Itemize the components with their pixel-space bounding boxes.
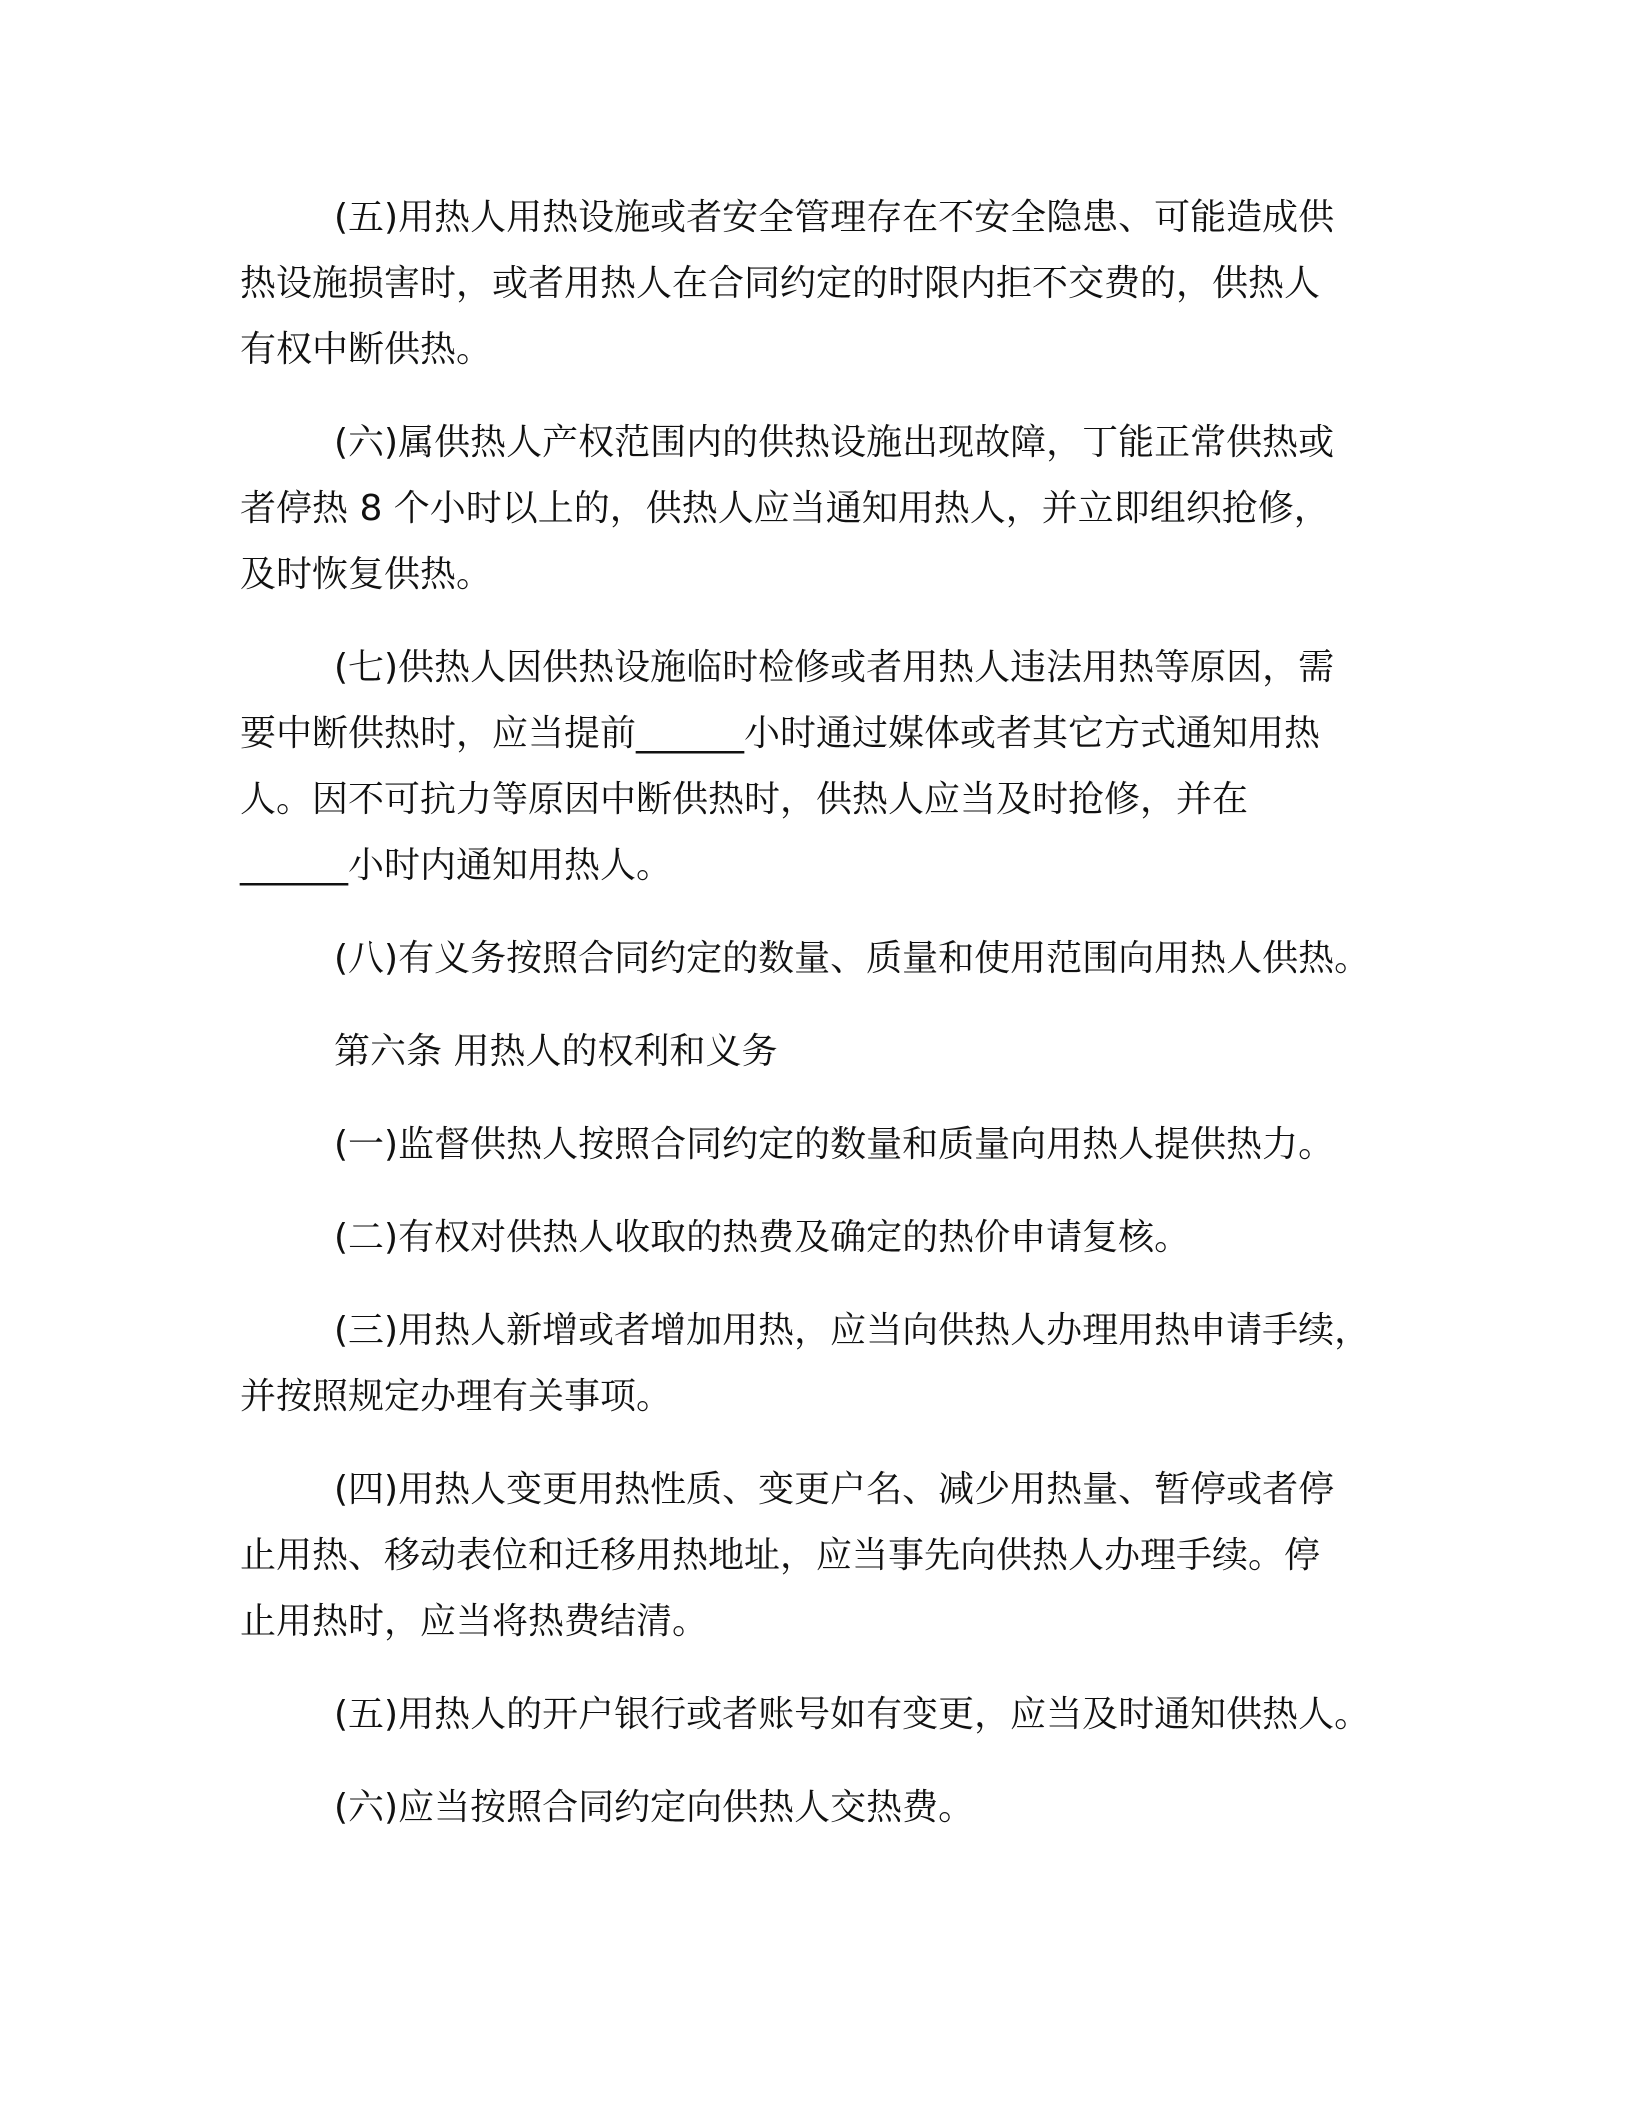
article-6-heading [240,1019,1390,1085]
text-line: (二)有权对供热人收取的热费及确定的热价申请复核。 [334,1217,1191,1258]
text-line: 第六条 用热人的权利和义务 [334,1031,778,1072]
paragraph-5-7 [240,635,1390,899]
paragraph-6-4 [240,1457,1390,1655]
text-line: (一)监督供热人按照合同约定的数量和质量向用热人提供热力。 [334,1124,1335,1165]
text-line: 有权中断供热。 [240,329,493,370]
document-body [240,185,1390,1868]
paragraph-6-6 [240,1775,1390,1841]
text-line: (六)属供热人产权范围内的供热设施出现故障，丁能正常供热或 [334,422,1335,463]
text-line: (六)应当按照合同约定向供热人交热费。 [334,1787,975,1828]
text-line: 并按照规定办理有关事项。 [240,1376,673,1417]
text-line: (七)供热人因供热设施临时检修或者用热人违法用热等原因，需 [334,647,1335,688]
paragraph-6-3 [240,1298,1390,1430]
text-line: (三)用热人新增或者增加用热，应当向供热人办理用热申请手续， [334,1310,1371,1351]
paragraph-5-6 [240,410,1390,608]
paragraph-6-5 [240,1682,1390,1748]
paragraph-6-1 [240,1112,1390,1178]
text-line: 热设施损害时，或者用热人在合同约定的时限内拒不交费的，供热人 [240,263,1321,304]
paragraph-6-2 [240,1205,1390,1271]
text-line: (五)用热人用热设施或者安全管理存在不安全隐患、可能造成供 [334,197,1335,238]
text-line: 及时恢复供热。 [240,554,493,595]
paragraph-5-8 [240,926,1390,992]
text-line: 者停热 8 个小时以上的，供热人应当通知用热人，并立即组织抢修， [240,488,1330,529]
text-line: 要中断供热时，应当提前______小时通过媒体或者其它方式通知用热 [240,713,1321,754]
text-line: (八)有义务按照合同约定的数量、质量和使用范围向用热人供热。 [334,938,1371,979]
paragraph-5-5 [240,185,1390,383]
text-line: ______小时内通知用热人。 [240,845,673,886]
text-line: 止用热、移动表位和迁移用热地址，应当事先向供热人办理手续。停 [240,1535,1321,1576]
text-line: (四)用热人变更用热性质、变更户名、减少用热量、暂停或者停 [334,1469,1335,1510]
text-line: (五)用热人的开户银行或者账号如有变更，应当及时通知供热人。 [334,1694,1371,1735]
text-line: 止用热时，应当将热费结清。 [240,1601,709,1642]
text-line: 人。因不可抗力等原因中断供热时，供热人应当及时抢修，并在 [240,779,1249,820]
